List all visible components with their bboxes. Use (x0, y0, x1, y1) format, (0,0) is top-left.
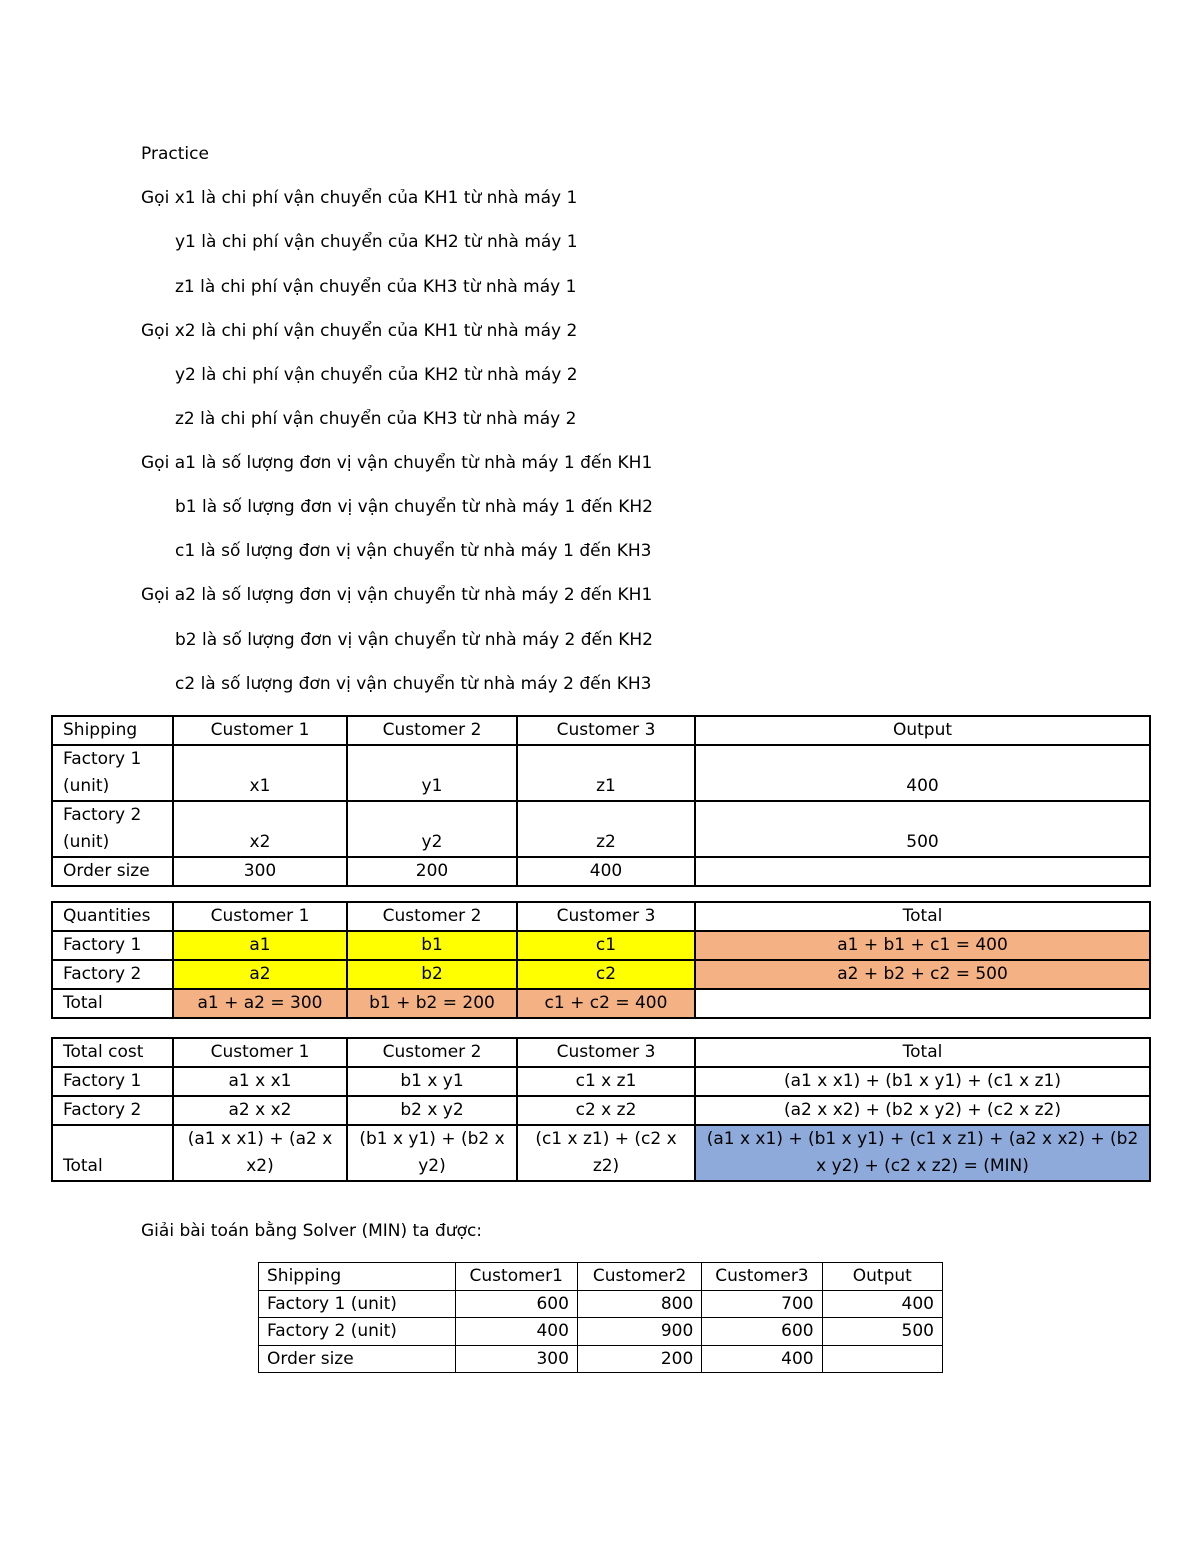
table-cell: 400 (822, 1290, 942, 1318)
header-cell: Quantities (52, 902, 173, 931)
table-row (52, 960, 1150, 989)
table-cell: 800 (577, 1290, 701, 1318)
table-cell: y2 (347, 801, 517, 857)
table-cell: z1 (517, 745, 695, 801)
constraint-cell: c1 + c2 = 400 (517, 989, 695, 1018)
row-label: Factory 1 (52, 1067, 173, 1096)
table-cell: 300 (455, 1345, 577, 1373)
table-cell: 200 (347, 857, 517, 886)
header-cell: Shipping (259, 1263, 456, 1291)
cost-table (51, 1037, 1151, 1182)
table-header-row (52, 902, 1150, 931)
table-cell (695, 857, 1150, 886)
constraint-cell: b1 + b2 = 200 (347, 989, 517, 1018)
table-cell: b2 x y2 (347, 1096, 517, 1125)
table-cell: c2 x z2 (517, 1096, 695, 1125)
definition-line: b1 là số lượng đơn vị vận chuyển từ nhà máy 1 đến KH2 (175, 497, 653, 517)
row-label: Factory 2 (unit) (52, 801, 173, 857)
table-row (52, 1096, 1150, 1125)
header-cell: Customer 2 (347, 1038, 517, 1067)
table-row (52, 931, 1150, 960)
table-cell: 300 (173, 857, 347, 886)
constraint-cell: a2 + b2 + c2 = 500 (695, 960, 1150, 989)
table-cell: 200 (577, 1345, 701, 1373)
row-label: Order size (52, 857, 173, 886)
definition-line: z2 là chi phí vận chuyển của KH3 từ nhà máy 2 (175, 409, 577, 429)
header-cell: Output (822, 1263, 942, 1291)
table-row (52, 801, 1150, 857)
constraint-cell: a1 + a2 = 300 (173, 989, 347, 1018)
header-cell: Total (695, 1038, 1150, 1067)
objective-cell: (a1 x x1) + (b1 x y1) + (c1 x z1) + (a2 x x2) + (b2 x y2) + (c2 x z2) = (MIN) (695, 1125, 1150, 1181)
row-label: Factory 1 (unit) (259, 1290, 456, 1318)
table-cell: 700 (702, 1290, 822, 1318)
table-cell: (b1 x y1) + (b2 x y2) (347, 1125, 517, 1181)
definition-line: z1 là chi phí vận chuyển của KH3 từ nhà máy 1 (175, 277, 577, 297)
header-cell: Customer 1 (173, 1038, 347, 1067)
header-cell: Customer 2 (347, 716, 517, 745)
header-cell: Customer 3 (517, 902, 695, 931)
shipping-table (51, 715, 1151, 887)
table-cell: (a1 x x1) + (b1 x y1) + (c1 x z1) (695, 1067, 1150, 1096)
table-cell: b1 x y1 (347, 1067, 517, 1096)
table-cell (695, 989, 1150, 1018)
header-cell: Total cost (52, 1038, 173, 1067)
table-cell: 400 (695, 745, 1150, 801)
table-row (52, 1125, 1150, 1181)
definition-line: y1 là chi phí vận chuyển của KH2 từ nhà máy 1 (175, 232, 578, 252)
row-label: Order size (259, 1345, 456, 1373)
header-cell: Shipping (52, 716, 173, 745)
table-row (52, 857, 1150, 886)
header-cell: Customer 1 (173, 902, 347, 931)
document-title: Practice (141, 144, 209, 164)
header-cell: Total (695, 902, 1150, 931)
row-label: Factory 1 (52, 931, 173, 960)
definition-line: c1 là số lượng đơn vị vận chuyển từ nhà máy 1 đến KH3 (175, 541, 652, 561)
table-cell: 900 (577, 1318, 701, 1346)
table-cell: 600 (702, 1318, 822, 1346)
table-cell: (a2 x x2) + (b2 x y2) + (c2 x z2) (695, 1096, 1150, 1125)
table-cell: (a1 x x1) + (a2 x x2) (173, 1125, 347, 1181)
header-cell: Customer 3 (517, 716, 695, 745)
definition-line: y2 là chi phí vận chuyển của KH2 từ nhà máy 2 (175, 365, 578, 385)
table-cell: 500 (695, 801, 1150, 857)
variable-cell: c2 (517, 960, 695, 989)
table-row (259, 1318, 943, 1346)
table-row (52, 989, 1150, 1018)
table-cell: a1 x x1 (173, 1067, 347, 1096)
quantities-table (51, 901, 1151, 1019)
table-cell: c1 x z1 (517, 1067, 695, 1096)
row-label: Factory 2 (52, 960, 173, 989)
table-row (259, 1290, 943, 1318)
variable-cell: a1 (173, 931, 347, 960)
table-cell: y1 (347, 745, 517, 801)
definition-line: Gọi x2 là chi phí vận chuyển của KH1 từ nhà máy 2 (141, 321, 578, 341)
table-cell: (c1 x z1) + (c2 x z2) (517, 1125, 695, 1181)
table-row (52, 1067, 1150, 1096)
table-row (52, 745, 1150, 801)
table-cell: a2 x x2 (173, 1096, 347, 1125)
header-cell: Output (695, 716, 1150, 745)
table-cell (822, 1345, 942, 1373)
table-cell: z2 (517, 801, 695, 857)
solver-caption: Giải bài toán bằng Solver (MIN) ta được: (141, 1221, 483, 1241)
row-label: Factory 2 (52, 1096, 173, 1125)
row-label: Total (52, 1125, 173, 1181)
row-label: Factory 2 (unit) (259, 1318, 456, 1346)
header-cell: Customer2 (577, 1263, 701, 1291)
definition-line: c2 là số lượng đơn vị vận chuyển từ nhà máy 2 đến KH3 (175, 674, 652, 694)
definition-line: Gọi a2 là số lượng đơn vị vận chuyển từ nhà máy 2 đến KH1 (141, 585, 653, 605)
header-cell: Customer 3 (517, 1038, 695, 1067)
variable-cell: a2 (173, 960, 347, 989)
table-cell: 500 (822, 1318, 942, 1346)
definition-line: Gọi x1 là chi phí vận chuyển của KH1 từ nhà máy 1 (141, 188, 578, 208)
header-cell: Customer 1 (173, 716, 347, 745)
table-cell: x1 (173, 745, 347, 801)
variable-cell: b2 (347, 960, 517, 989)
table-cell: x2 (173, 801, 347, 857)
table-header-row (52, 1038, 1150, 1067)
table-cell: 600 (455, 1290, 577, 1318)
header-cell: Customer1 (455, 1263, 577, 1291)
definition-line: Gọi a1 là số lượng đơn vị vận chuyển từ nhà máy 1 đến KH1 (141, 453, 653, 473)
header-cell: Customer 2 (347, 902, 517, 931)
table-row (259, 1345, 943, 1373)
table-cell: 400 (702, 1345, 822, 1373)
table-header-row (259, 1263, 943, 1291)
constraint-cell: a1 + b1 + c1 = 400 (695, 931, 1150, 960)
definition-line: b2 là số lượng đơn vị vận chuyển từ nhà máy 2 đến KH2 (175, 630, 653, 650)
header-cell: Customer3 (702, 1263, 822, 1291)
variable-cell: b1 (347, 931, 517, 960)
row-label: Factory 1 (unit) (52, 745, 173, 801)
row-label: Total (52, 989, 173, 1018)
solver-result-table (258, 1262, 943, 1373)
table-header-row (52, 716, 1150, 745)
table-cell: 400 (455, 1318, 577, 1346)
table-cell: 400 (517, 857, 695, 886)
variable-cell: c1 (517, 931, 695, 960)
